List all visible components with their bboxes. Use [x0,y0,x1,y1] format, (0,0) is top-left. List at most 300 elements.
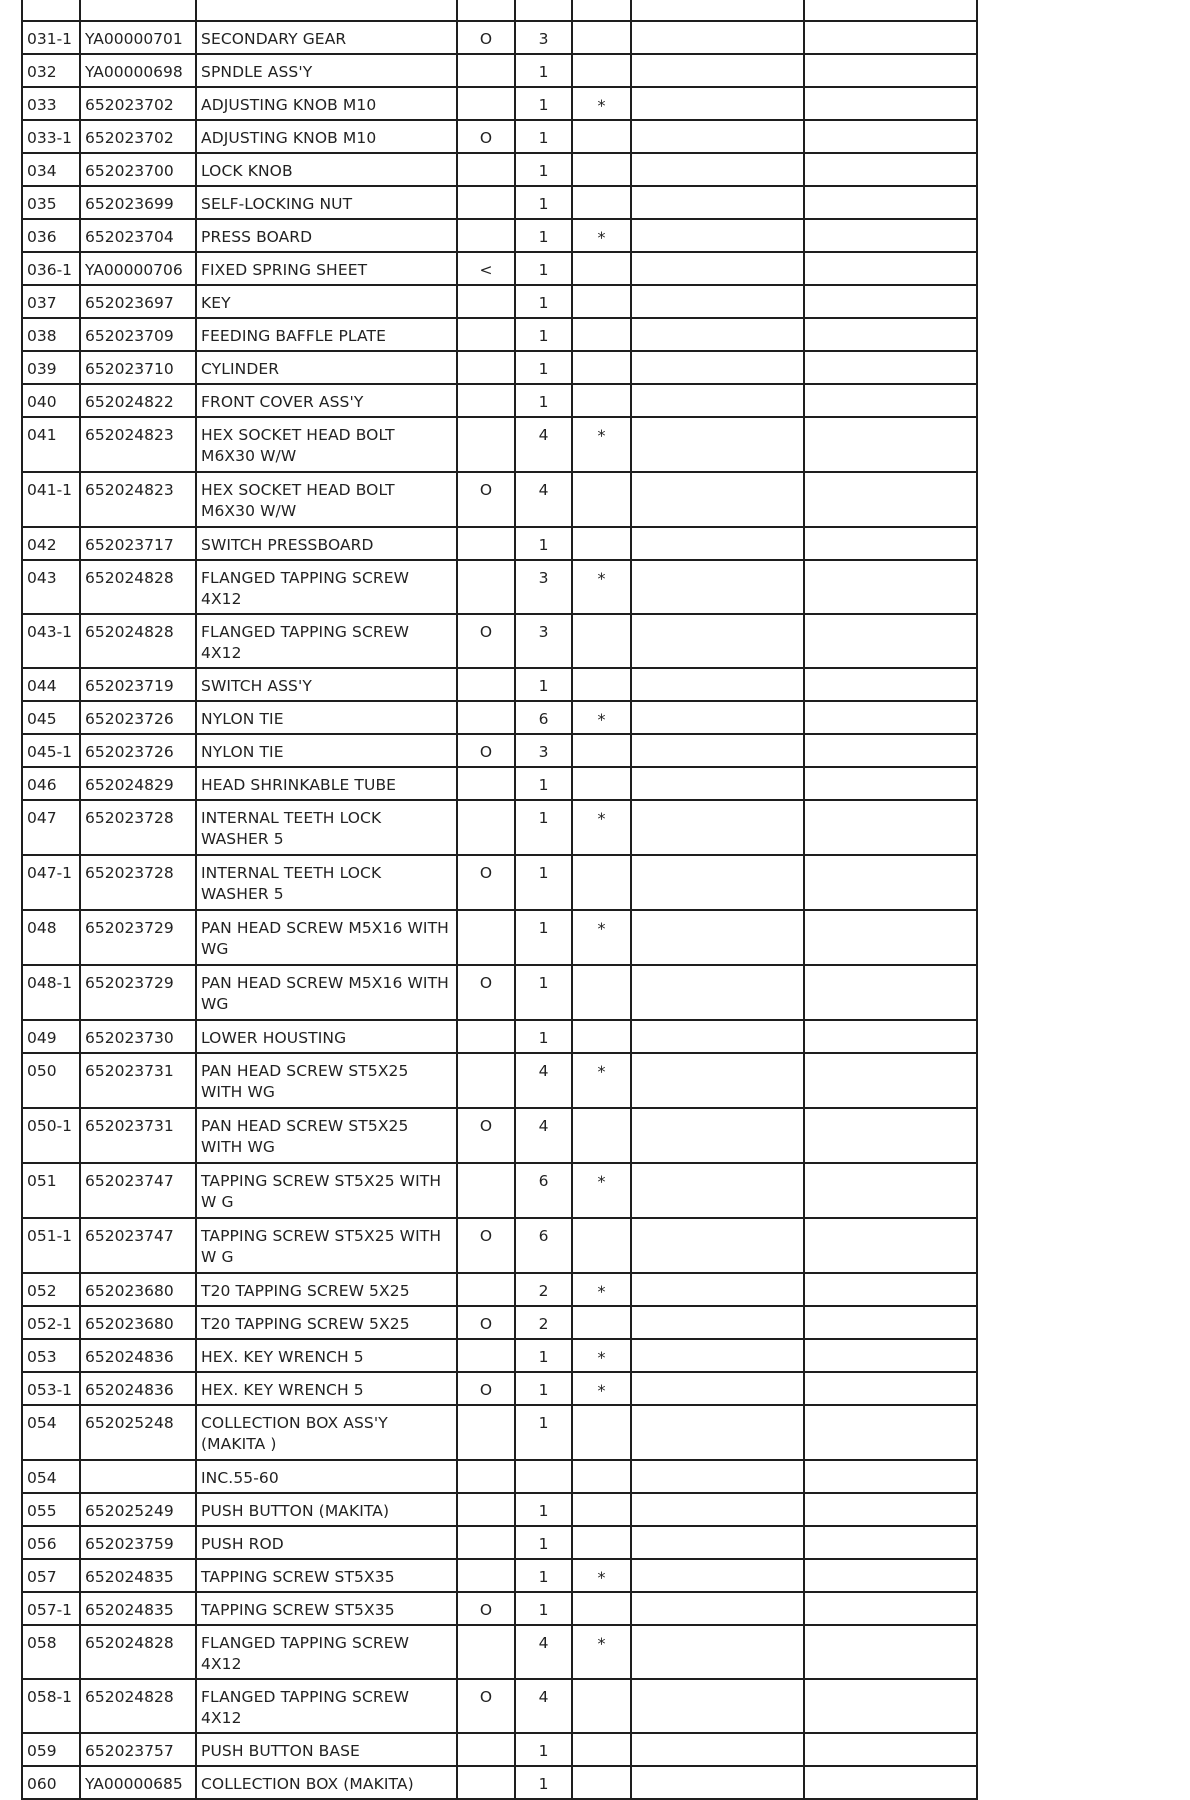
blank-cell [631,384,804,417]
description-cell: HEX SOCKET HEAD BOLT M6X30 W/W [196,417,457,472]
blank-cell [631,1163,804,1218]
item-number-cell: 047-1 [22,855,80,910]
blank-cell [631,701,804,734]
option-mark-cell: < [457,252,515,285]
note-mark-cell [572,318,631,351]
item-number-cell: 041 [22,417,80,472]
table-row [22,1592,977,1625]
part-number-cell: 652023704 [80,219,196,252]
description-cell: PRESS BOARD [196,219,457,252]
blank-cell [804,668,977,701]
description-cell: NYLON TIE [196,701,457,734]
blank-cell [631,1493,804,1526]
blank-cell [631,351,804,384]
quantity-cell: 1 [515,855,572,910]
table-row [22,668,977,701]
option-mark-cell [457,800,515,855]
description-cell: PAN HEAD SCREW ST5X25 WITH WG [196,1108,457,1163]
part-number-cell: 652025248 [80,1405,196,1460]
note-mark-cell: * [572,1625,631,1679]
option-mark-cell [457,1460,515,1493]
blank-cell [804,1372,977,1405]
table-row [22,417,977,472]
quantity-cell: 1 [515,252,572,285]
quantity-cell: 4 [515,1053,572,1108]
description-cell: LOCK KNOB [196,153,457,186]
blank-cell [631,965,804,1020]
note-mark-cell [572,1766,631,1799]
blank-cell [631,1733,804,1766]
table-row [22,1372,977,1405]
table-row [22,1273,977,1306]
part-number-cell: 652023731 [80,1053,196,1108]
item-number-cell: 040 [22,384,80,417]
quantity-cell: 1 [515,767,572,800]
table-row [22,285,977,318]
quantity-cell: 3 [515,21,572,54]
option-mark-cell: O [457,1218,515,1273]
blank-cell [631,1460,804,1493]
table-row [22,1625,977,1679]
table-row [22,560,977,614]
part-number-cell: 652023747 [80,1163,196,1218]
part-number-cell: 652023726 [80,734,196,767]
blank-cell [804,701,977,734]
option-mark-cell: O [457,1372,515,1405]
item-number-cell: 035 [22,186,80,219]
blank-cell [631,1218,804,1273]
blank-cell [631,1559,804,1592]
table-row [22,800,977,855]
item-number-cell: 033 [22,87,80,120]
table-row [22,1766,977,1799]
table-row [22,1053,977,1108]
blank-cell [804,1592,977,1625]
description-cell: FEEDING BAFFLE PLATE [196,318,457,351]
part-number-cell: YA00000698 [80,54,196,87]
item-number-cell: 043-1 [22,614,80,668]
quantity-cell: 4 [515,472,572,527]
part-number-cell: 652024836 [80,1372,196,1405]
option-mark-cell [457,153,515,186]
quantity-cell: 6 [515,1218,572,1273]
table-row [22,767,977,800]
table-row [22,252,977,285]
table-row [22,219,977,252]
quantity-cell: 2 [515,1273,572,1306]
note-mark-cell: * [572,800,631,855]
description-cell: TAPPING SCREW ST5X35 [196,1559,457,1592]
quantity-cell: 1 [515,1559,572,1592]
item-number-cell: 052-1 [22,1306,80,1339]
option-mark-cell [457,1020,515,1053]
part-number-cell: 652023717 [80,527,196,560]
table-row [22,87,977,120]
table-row [22,1306,977,1339]
table-row [22,1526,977,1559]
note-mark-cell [572,472,631,527]
part-number-cell: 652023759 [80,1526,196,1559]
part-number-cell [80,1460,196,1493]
blank-cell [804,614,977,668]
item-number-cell: 049 [22,1020,80,1053]
note-mark-cell [572,120,631,153]
table-row [22,153,977,186]
blank-cell [631,318,804,351]
quantity-cell [515,1460,572,1493]
description-cell: KEY [196,285,457,318]
option-mark-cell [457,186,515,219]
description-cell: LOWER HOUSTING [196,1020,457,1053]
note-mark-cell: * [572,1163,631,1218]
part-number-cell: 652023726 [80,701,196,734]
item-number-cell: 054 [22,1405,80,1460]
note-mark-cell [572,153,631,186]
part-number-cell: 652023730 [80,1020,196,1053]
item-number-cell: 055 [22,1493,80,1526]
option-mark-cell [457,1766,515,1799]
item-number-cell: 042 [22,527,80,560]
part-number-cell: 652024822 [80,384,196,417]
blank-cell [631,1592,804,1625]
part-number-cell: YA00000706 [80,252,196,285]
option-mark-cell [457,351,515,384]
part-number-cell: 652023747 [80,1218,196,1273]
table-row [22,701,977,734]
blank-cell [631,1053,804,1108]
blank-cell [804,21,977,54]
part-number-cell: 652023757 [80,1733,196,1766]
quantity-cell: 1 [515,1733,572,1766]
note-mark-cell [572,1405,631,1460]
item-number-cell: 053 [22,1339,80,1372]
quantity-cell: 1 [515,527,572,560]
blank-cell [631,1306,804,1339]
item-number-cell: 031-1 [22,21,80,54]
part-number-cell: 652024835 [80,1559,196,1592]
blank-cell [804,1306,977,1339]
option-mark-cell [457,527,515,560]
note-mark-cell [572,252,631,285]
blank-cell [804,1108,977,1163]
quantity-cell: 1 [515,1493,572,1526]
blank-cell [804,384,977,417]
table-row [22,21,977,54]
blank-cell [631,527,804,560]
blank-cell [631,285,804,318]
item-number-cell: 058 [22,1625,80,1679]
quantity-cell: 3 [515,560,572,614]
part-number-cell: 652024828 [80,614,196,668]
option-mark-cell [457,1163,515,1218]
description-cell: FLANGED TAPPING SCREW 4X12 [196,614,457,668]
note-mark-cell [572,614,631,668]
option-mark-cell [457,285,515,318]
table-row [22,855,977,910]
note-mark-cell [572,1218,631,1273]
blank-cell [804,472,977,527]
note-mark-cell [572,285,631,318]
note-mark-cell: * [572,910,631,965]
note-mark-cell [572,54,631,87]
quantity-cell: 1 [515,186,572,219]
blank-cell [804,87,977,120]
item-number-cell: 041-1 [22,472,80,527]
quantity-cell: 4 [515,1625,572,1679]
blank-cell [804,417,977,472]
blank-cell [804,1405,977,1460]
option-mark-cell [457,417,515,472]
item-number-cell: 056 [22,1526,80,1559]
quantity-cell: 1 [515,1405,572,1460]
part-number-cell: 652023728 [80,800,196,855]
blank-cell [804,1733,977,1766]
part-number-cell: 652024823 [80,472,196,527]
description-cell: PAN HEAD SCREW M5X16 WITH WG [196,910,457,965]
description-cell: PUSH BUTTON (MAKITA) [196,1493,457,1526]
note-mark-cell [572,186,631,219]
item-number-cell: 038 [22,318,80,351]
table-row [22,384,977,417]
blank-cell [804,351,977,384]
item-number-cell: 048-1 [22,965,80,1020]
blank-cell [804,800,977,855]
item-number-cell: 048 [22,910,80,965]
blank-cell [631,910,804,965]
quantity-cell: 1 [515,668,572,701]
table-row [22,1108,977,1163]
option-mark-cell [457,560,515,614]
quantity-cell: 3 [515,734,572,767]
item-number-cell: 053-1 [22,1372,80,1405]
option-mark-cell [457,87,515,120]
table-row [22,54,977,87]
item-number-cell: 036-1 [22,252,80,285]
option-mark-cell: O [457,472,515,527]
blank-cell [631,153,804,186]
blank-cell [631,1372,804,1405]
blank-cell [804,1679,977,1733]
table-row [22,318,977,351]
description-cell: INC.55-60 [196,1460,457,1493]
quantity-cell: 1 [515,1020,572,1053]
note-mark-cell [572,527,631,560]
note-mark-cell [572,21,631,54]
quantity-cell: 1 [515,910,572,965]
item-number-cell: 034 [22,153,80,186]
part-number-cell: 652023680 [80,1306,196,1339]
option-mark-cell [457,1625,515,1679]
description-cell: INTERNAL TEETH LOCK WASHER 5 [196,800,457,855]
blank-cell [631,219,804,252]
option-mark-cell: O [457,21,515,54]
description-cell: NYLON TIE [196,734,457,767]
blank-cell [804,318,977,351]
description-cell: T20 TAPPING SCREW 5X25 [196,1306,457,1339]
blank-cell [804,1053,977,1108]
table-row [22,614,977,668]
option-mark-cell: O [457,1108,515,1163]
table-row [22,527,977,560]
part-number-cell: 652023680 [80,1273,196,1306]
table-row [22,1733,977,1766]
blank-cell [631,1526,804,1559]
note-mark-cell: * [572,701,631,734]
note-mark-cell [572,668,631,701]
option-mark-cell [457,318,515,351]
part-number-cell: 652023731 [80,1108,196,1163]
option-mark-cell [457,1053,515,1108]
part-number-cell: 652023702 [80,120,196,153]
description-cell: INTERNAL TEETH LOCK WASHER 5 [196,855,457,910]
blank-cell [631,1020,804,1053]
blank-cell [631,1108,804,1163]
quantity-cell: 1 [515,285,572,318]
parts-table [21,0,978,1800]
option-mark-cell [457,384,515,417]
blank-cell [804,855,977,910]
blank-cell [631,252,804,285]
description-cell: FLANGED TAPPING SCREW 4X12 [196,1679,457,1733]
note-mark-cell [572,734,631,767]
option-mark-cell [457,1559,515,1592]
blank-cell [631,120,804,153]
part-number-cell: 652023728 [80,855,196,910]
part-number-cell: 652024823 [80,417,196,472]
option-mark-cell: O [457,734,515,767]
blank-cell [804,54,977,87]
blank-cell [631,472,804,527]
item-number-cell: 057 [22,1559,80,1592]
blank-cell [631,1625,804,1679]
quantity-cell: 1 [515,153,572,186]
blank-cell [804,1163,977,1218]
note-mark-cell [572,965,631,1020]
table-row [22,734,977,767]
item-number-cell: 047 [22,800,80,855]
item-number-cell: 043 [22,560,80,614]
option-mark-cell [457,1339,515,1372]
blank-cell [804,910,977,965]
quantity-cell: 4 [515,1679,572,1733]
blank-cell [631,417,804,472]
blank-cell [804,560,977,614]
quantity-cell: 4 [515,417,572,472]
item-number-cell: 059 [22,1733,80,1766]
table-row [22,965,977,1020]
note-mark-cell [572,1526,631,1559]
option-mark-cell [457,219,515,252]
item-number-cell: 058-1 [22,1679,80,1733]
description-cell: FLANGED TAPPING SCREW 4X12 [196,1625,457,1679]
blank-cell [631,668,804,701]
item-number-cell: 037 [22,285,80,318]
item-number-cell: 057-1 [22,1592,80,1625]
item-number-cell: 036 [22,219,80,252]
parts-table-body [22,0,977,1799]
description-cell: PUSH ROD [196,1526,457,1559]
blank-cell [804,734,977,767]
note-mark-cell: * [572,1339,631,1372]
note-mark-cell: * [572,219,631,252]
quantity-cell: 4 [515,1108,572,1163]
blank-cell [804,1218,977,1273]
table-top-edge [22,0,977,21]
table-row [22,1493,977,1526]
item-number-cell: 039 [22,351,80,384]
blank-cell [631,800,804,855]
blank-cell [631,1339,804,1372]
quantity-cell: 1 [515,1372,572,1405]
note-mark-cell [572,1306,631,1339]
quantity-cell: 1 [515,1766,572,1799]
description-cell: COLLECTION BOX (MAKITA) [196,1766,457,1799]
option-mark-cell [457,767,515,800]
blank-cell [631,1405,804,1460]
part-number-cell: 652024829 [80,767,196,800]
option-mark-cell [457,701,515,734]
part-number-cell: 652023697 [80,285,196,318]
blank-cell [631,855,804,910]
table-row [22,120,977,153]
table-row [22,1460,977,1493]
item-number-cell: 054 [22,1460,80,1493]
part-number-cell: 652024828 [80,1679,196,1733]
table-row [22,910,977,965]
description-cell: SELF-LOCKING NUT [196,186,457,219]
note-mark-cell: * [572,560,631,614]
blank-cell [631,1679,804,1733]
blank-cell [804,120,977,153]
note-mark-cell [572,1460,631,1493]
description-cell: COLLECTION BOX ASS'Y (MAKITA ) [196,1405,457,1460]
item-number-cell: 044 [22,668,80,701]
note-mark-cell [572,1733,631,1766]
option-mark-cell: O [457,1306,515,1339]
blank-cell [804,965,977,1020]
blank-cell [804,252,977,285]
quantity-cell: 3 [515,614,572,668]
quantity-cell: 1 [515,318,572,351]
note-mark-cell: * [572,1559,631,1592]
blank-cell [804,1460,977,1493]
part-number-cell: 652024836 [80,1339,196,1372]
quantity-cell: 1 [515,351,572,384]
item-number-cell: 052 [22,1273,80,1306]
option-mark-cell [457,1405,515,1460]
blank-cell [631,21,804,54]
blank-cell [804,1020,977,1053]
quantity-cell: 1 [515,219,572,252]
description-cell: ADJUSTING KNOB M10 [196,87,457,120]
note-mark-cell [572,1592,631,1625]
quantity-cell: 2 [515,1306,572,1339]
description-cell: ADJUSTING KNOB M10 [196,120,457,153]
item-number-cell: 051 [22,1163,80,1218]
blank-cell [631,767,804,800]
part-number-cell: YA00000685 [80,1766,196,1799]
blank-cell [804,1339,977,1372]
note-mark-cell: * [572,1273,631,1306]
description-cell: TAPPING SCREW ST5X25 WITH W G [196,1218,457,1273]
blank-cell [804,527,977,560]
parts-list-page [21,0,976,1793]
quantity-cell: 1 [515,965,572,1020]
option-mark-cell [457,1273,515,1306]
note-mark-cell [572,384,631,417]
table-row [22,1218,977,1273]
item-number-cell: 050-1 [22,1108,80,1163]
